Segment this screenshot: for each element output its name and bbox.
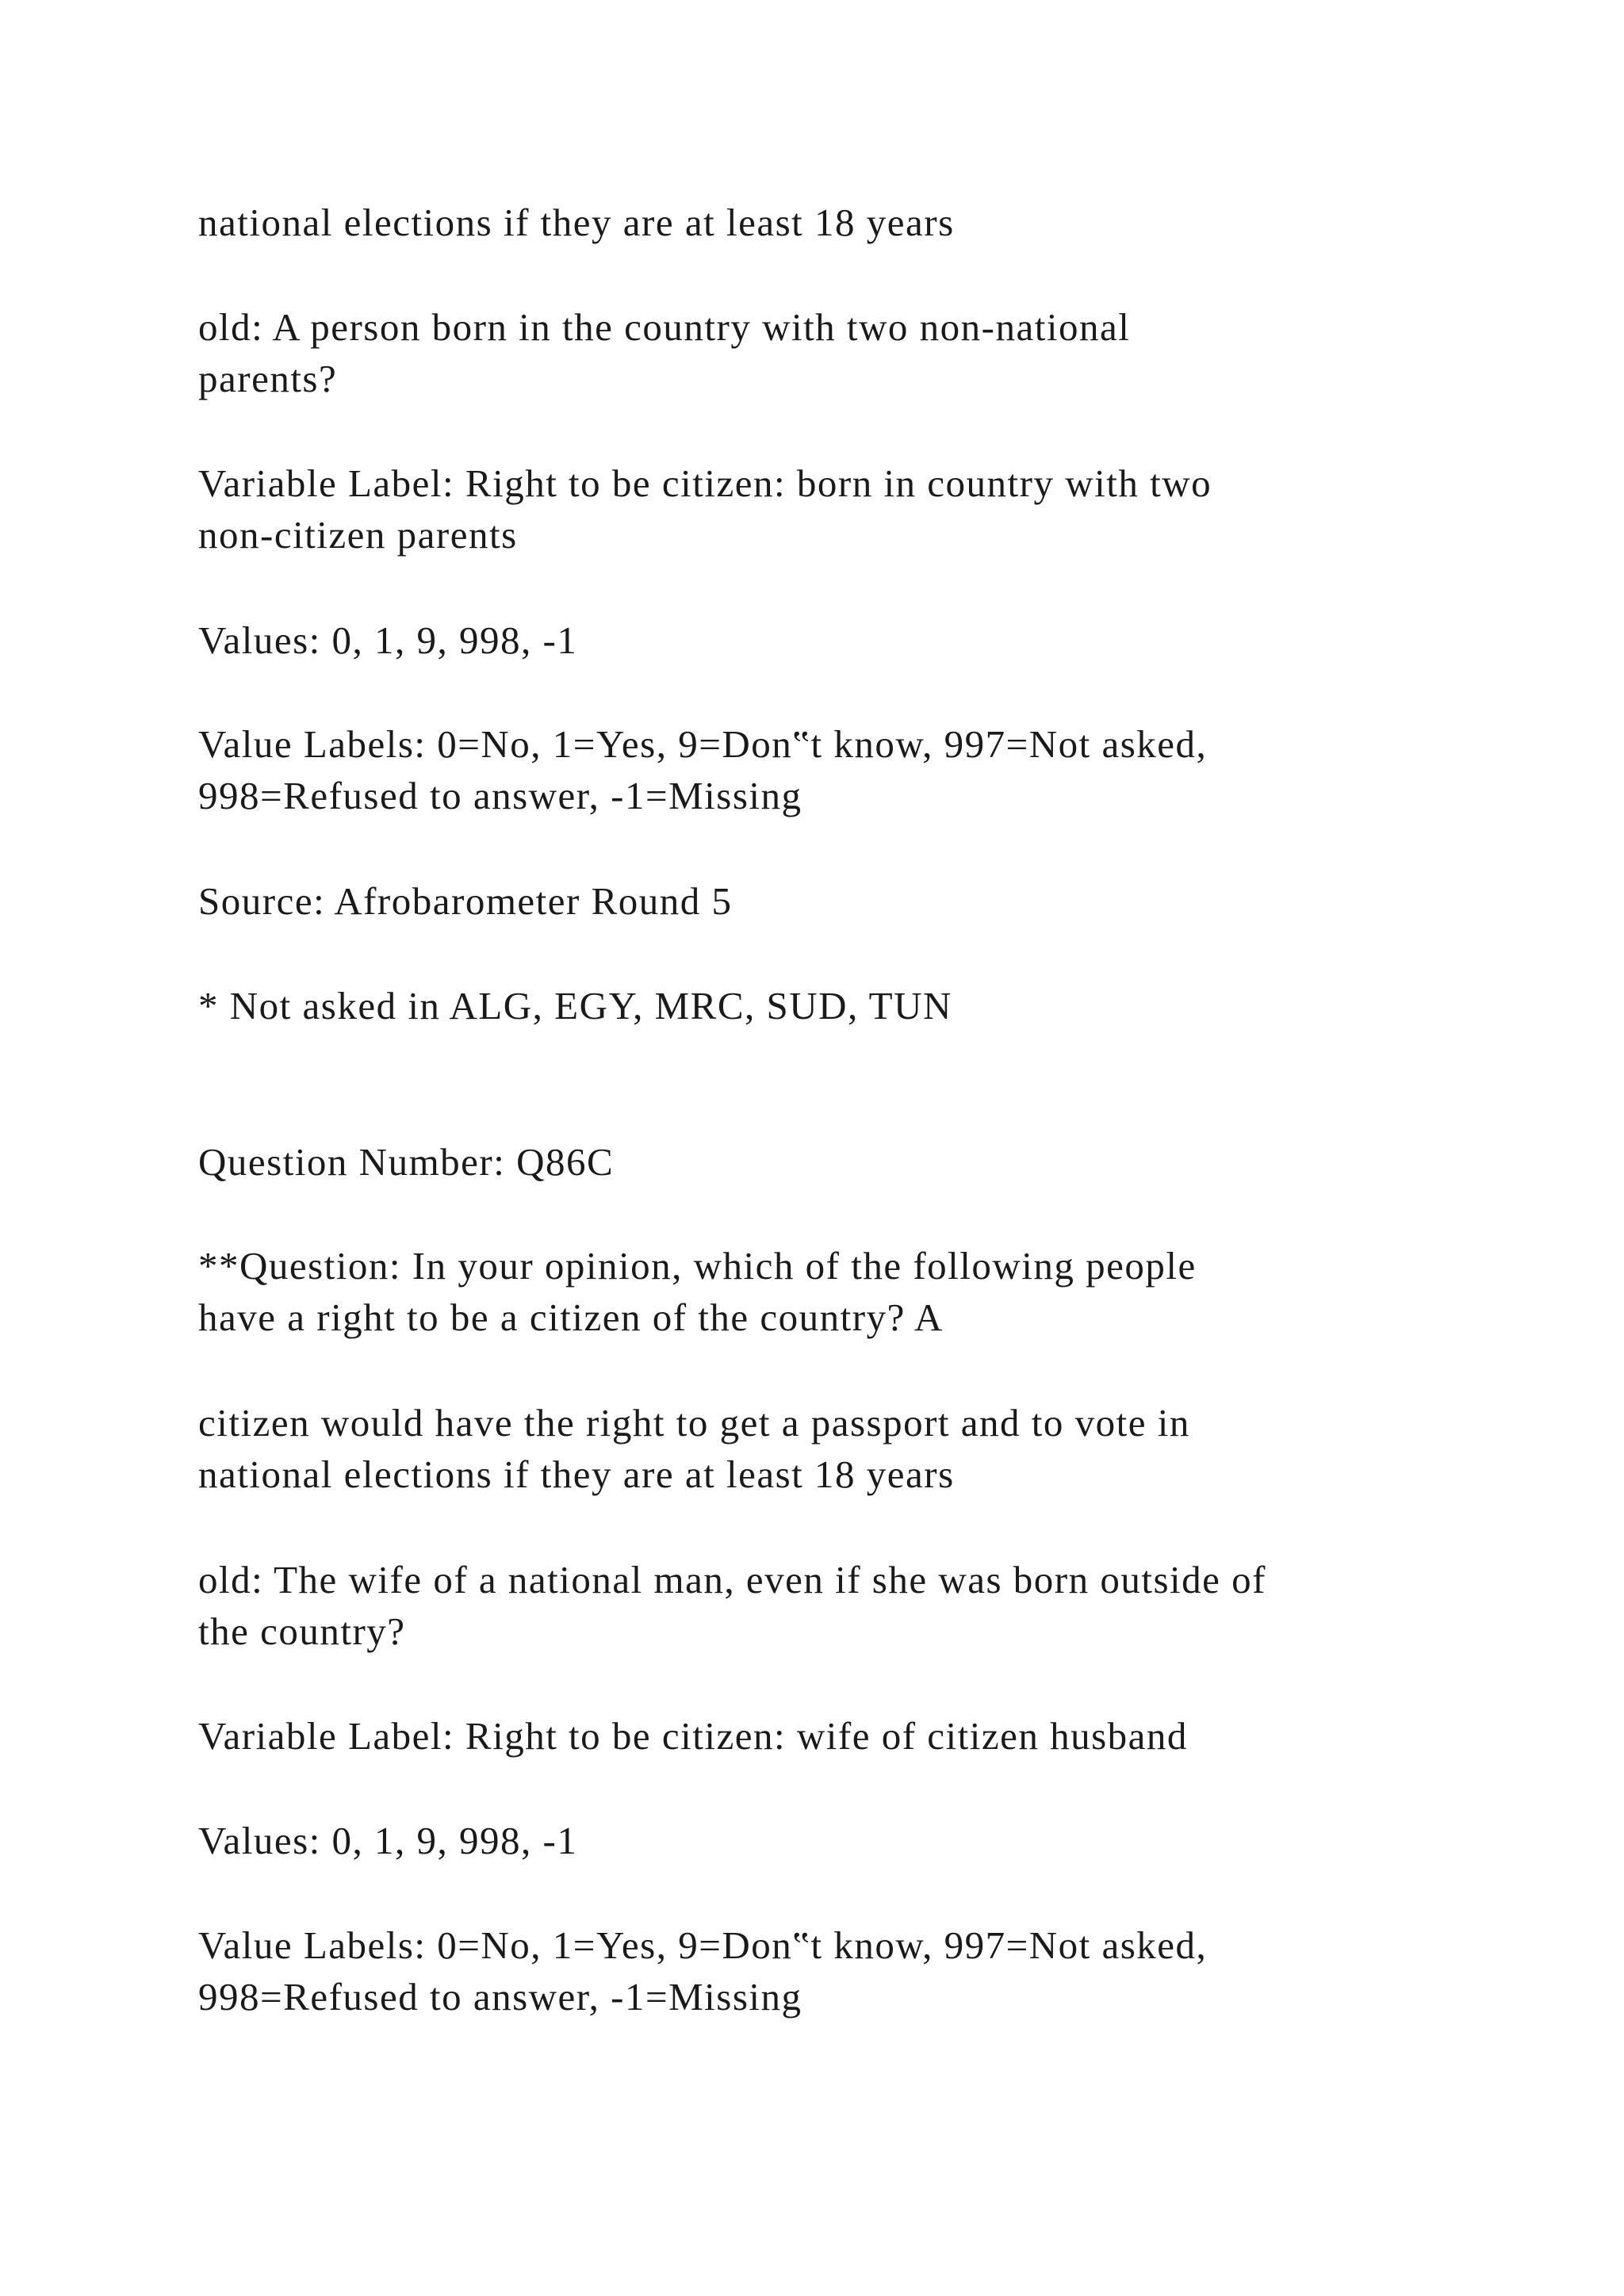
text-line: Question Number: Q86C	[198, 1140, 615, 1184]
paragraph-value-labels-1	[198, 718, 1507, 821]
text-line: Value Labels: 0=No, 1=Yes, 9=Don‟t know, 997=Not asked,	[198, 1923, 1208, 1967]
text-line: national elections if they are at least 18 years	[198, 1452, 955, 1496]
paragraph-variable-label-2	[198, 1710, 1507, 1762]
text-line: old: The wife of a national man, even if she was born outside of	[198, 1558, 1266, 1601]
text-line: Values: 0, 1, 9, 998, -1	[198, 618, 578, 662]
text-line: Variable Label: Right to be citizen: wife of citizen husband	[198, 1714, 1188, 1758]
paragraph-variable-label-1	[198, 457, 1507, 561]
paragraph-value-labels-2	[198, 1919, 1507, 2022]
text-line: Values: 0, 1, 9, 998, -1	[198, 1819, 578, 1862]
text-line: citizen would have the right to get a passport and to vote in	[198, 1401, 1190, 1445]
paragraph-question-text	[198, 1240, 1507, 1343]
paragraph-not-asked-note	[198, 980, 1507, 1031]
paragraph-question-number	[198, 1136, 1507, 1188]
paragraph-wife-of-national	[198, 1554, 1507, 1657]
text-line: Variable Label: Right to be citizen: born in country with two	[198, 461, 1212, 505]
text-line: have a right to be a citizen of the country? A	[198, 1295, 944, 1339]
text-line: national elections if they are at least 18 years	[198, 201, 955, 244]
paragraph-values-1	[198, 614, 1507, 666]
text-line: 998=Refused to answer, -1=Missing	[198, 774, 802, 817]
text-line: non-citizen parents	[198, 513, 518, 557]
paragraph-values-2	[198, 1815, 1507, 1866]
text-line: **Question: In your opinion, which of the following people	[198, 1244, 1197, 1288]
paragraph-elections-continuation	[198, 197, 1507, 248]
text-line: * Not asked in ALG, EGY, MRC, SUD, TUN	[198, 984, 952, 1027]
text-line: Source: Afrobarometer Round 5	[198, 879, 733, 923]
text-line: 998=Refused to answer, -1=Missing	[198, 1975, 802, 2019]
paragraph-born-non-national	[198, 301, 1507, 404]
paragraph-citizen-rights	[198, 1397, 1507, 1500]
text-line: the country?	[198, 1609, 406, 1653]
text-line: parents?	[198, 357, 338, 400]
text-line: old: A person born in the country with two non-national	[198, 305, 1131, 349]
text-line: Value Labels: 0=No, 1=Yes, 9=Don‟t know, 997=Not asked,	[198, 722, 1208, 766]
paragraph-source	[198, 875, 1507, 927]
